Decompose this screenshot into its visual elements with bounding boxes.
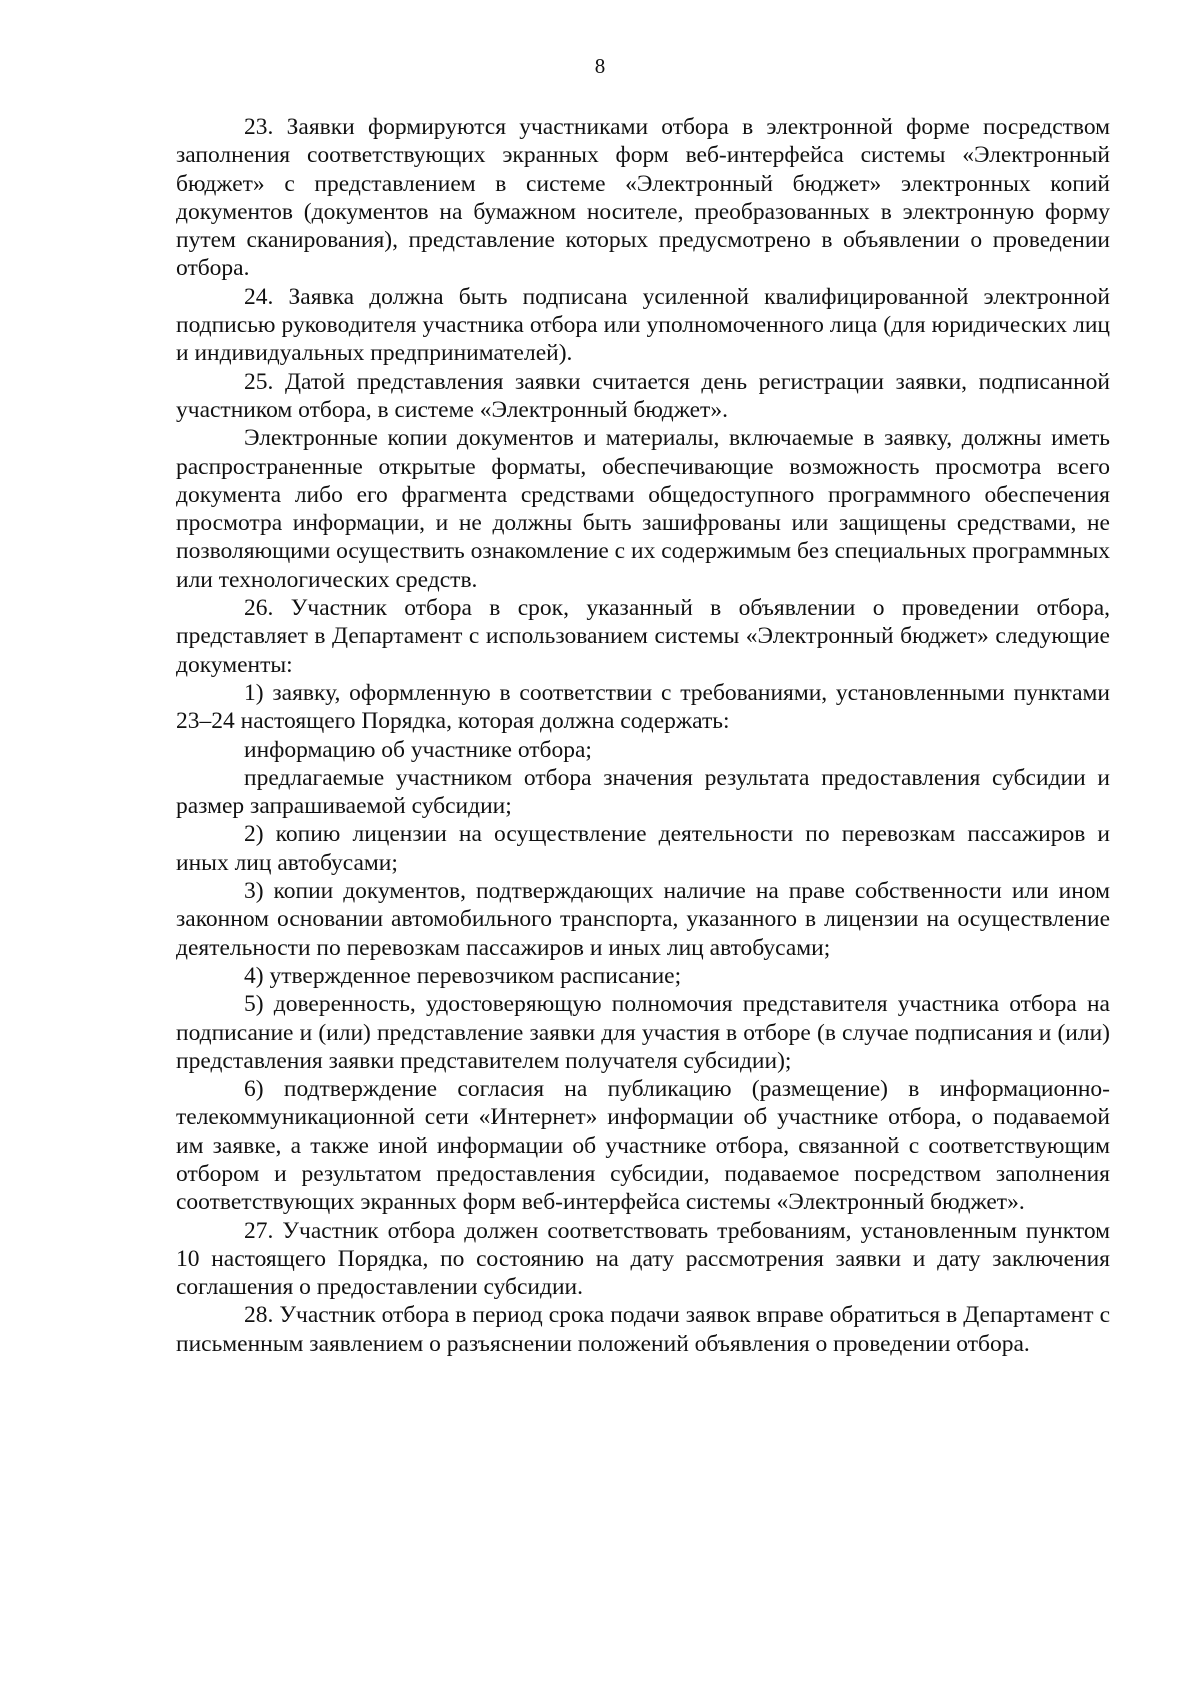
paragraph-27: 27. Участник отбора должен соответствовать требованиям, установленным пунктом 10 настоящего Порядка, по состоянию на дату рассмотрения заявки и дату заключения соглашения о предоставлении субсидии. bbox=[176, 1217, 1110, 1301]
paragraph-28: 28. Участник отбора в период срока подачи заявок вправе обратиться в Департамент с письменным заявлением о разъяснении положений объявления о проведении отбора. bbox=[176, 1302, 1110, 1357]
paragraph-25: 25. Датой представления заявки считается день регистрации заявки, подписанной участником отбора, в системе «Электронный бюджет». bbox=[176, 368, 1110, 423]
paragraph-23: 23. Заявки формируются участниками отбора в электронной форме посредством заполнения соответствующих экранных форм веб-интерфейса системы «Электронный бюджет» с представлением в системе «Электронный бюджет» электронных копий документов (документов на бумажном носителе, преобразованных в электронную форму путем сканирования), представление которых предусмотрено в объявлении о проведении отбора. bbox=[176, 114, 1110, 282]
paragraph-24: 24. Заявка должна быть подписана усиленной квалифицированной электронной подписью руководителя участника отбора или уполномоченного лица (для юридических лиц и индивидуальных предпринимателей). bbox=[176, 283, 1110, 367]
list-item-3: 3) копии документов, подтверждающих наличие на праве собственности или ином законном основании автомобильного транспорта, указанного в лицензии на осуществление деятельности по перевозкам пассажиров и иных лиц автобусами; bbox=[176, 878, 1110, 961]
list-item-2: 2) копию лицензии на осуществление деятельности по перевозкам пассажиров и иных лиц автобусами; bbox=[176, 821, 1110, 876]
page-number: 8 bbox=[594, 54, 606, 78]
list-item-5: 5) доверенность, удостоверяющую полномочия представителя участника отбора на подписание и (или) представление заявки для участия в отборе (в случае подписания и (или) представления заявки представителем получателя субсидии); bbox=[176, 991, 1110, 1074]
paragraph-26: 26. Участник отбора в срок, указанный в объявлении о проведении отбора, представляет в Департамент с использованием системы «Электронный бюджет» следующие документы: bbox=[176, 595, 1110, 678]
list-item-1: 1) заявку, оформленную в соответствии с требованиями, установленными пунктами 23–24 настоящего Порядка, которая должна содержать: bbox=[176, 679, 1110, 735]
list-subitem-participant-info: информацию об участнике отбора; bbox=[244, 736, 592, 763]
paragraph-electronic-copies: Электронные копии документов и материалы, включаемые в заявку, должны иметь распространенные открытые форматы, обеспечивающие возможность просмотра всего документа либо его фрагмента средствами общедоступного программного обеспечения просмотра информации, и не должны быть зашифрованы или защищены средствами, не позволяющими осуществить ознакомление с их содержимым без специальных программных или технологических средств. bbox=[176, 425, 1110, 593]
list-item-4: 4) утвержденное перевозчиком расписание; bbox=[244, 962, 682, 989]
document-body bbox=[176, 113, 1110, 1358]
list-subitem-result-values: предлагаемые участником отбора значения результата предоставления субсидии и размер запрашиваемой субсидии; bbox=[176, 764, 1110, 820]
list-item-6: 6) подтверждение согласия на публикацию (размещение) в информационно-телекоммуникационной сети «Интернет» информации об участнике отбора, о подаваемой им заявке, а также иной информации об участнике отбора, связанной с соответствующим отбором и результатом предоставления субсидии, подаваемое посредством заполнения соответствующих экранных форм веб-интерфейса системы «Электронный бюджет». bbox=[176, 1076, 1110, 1216]
